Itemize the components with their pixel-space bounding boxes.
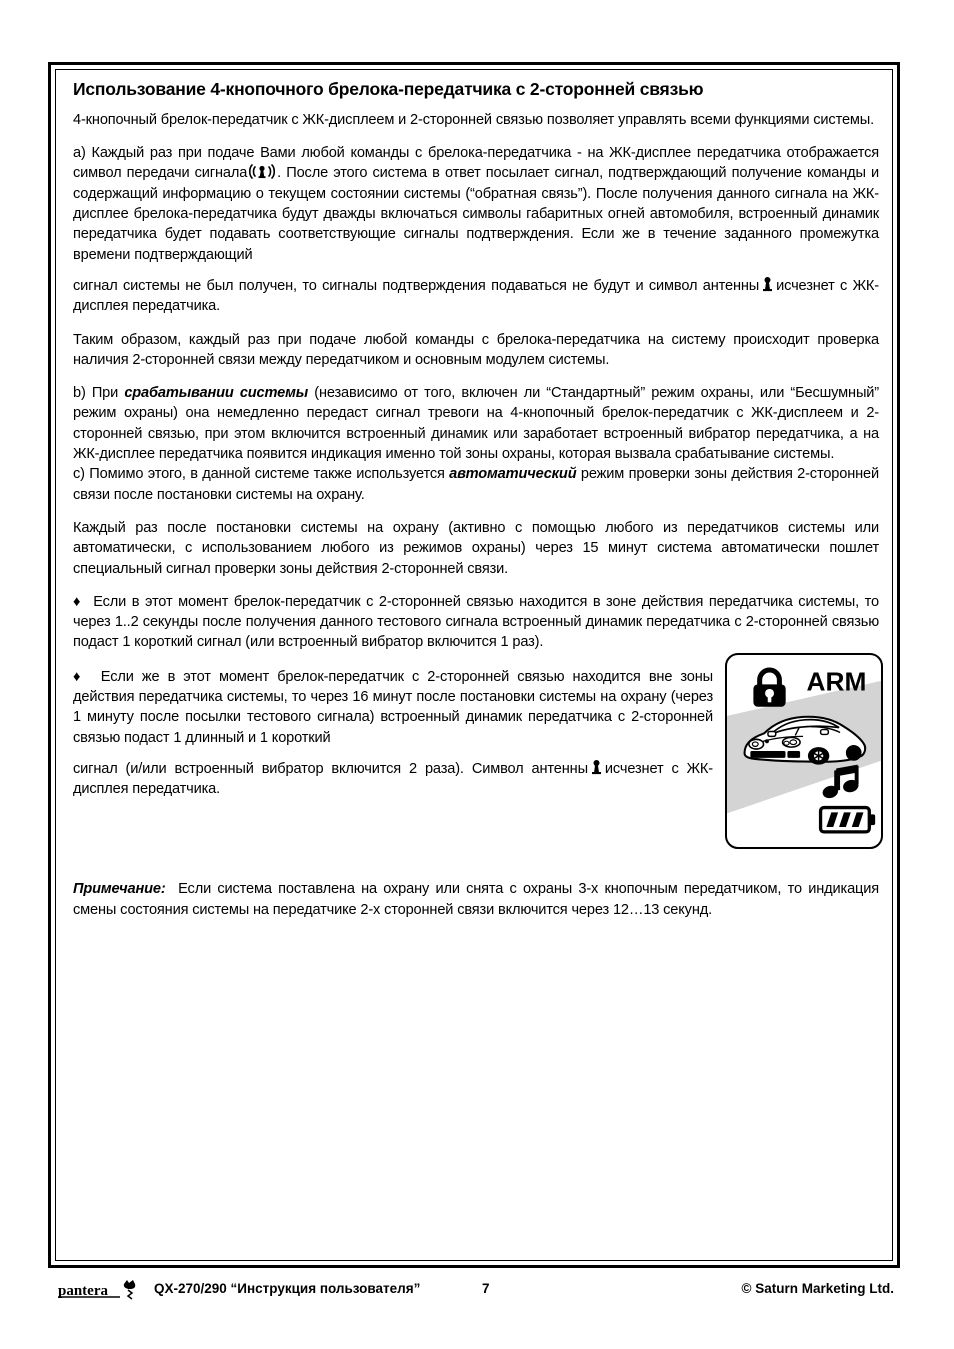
pantera-logo	[58, 1279, 150, 1301]
paragraph-a-line2	[73, 276, 879, 317]
paragraph-intro: 4-кнопочный брелок-передатчик с ЖК-дисплеем и 2-сторонней связью позволяет управлять всеми функциями системы.	[73, 111, 875, 128]
paragraph-b-lead: b) При	[73, 385, 119, 402]
bullet-item-1	[73, 592, 879, 653]
antenna-icon	[761, 276, 774, 293]
paragraph-a-text-1: a) Каждый раз при подаче Вами любой команды с брелока-передатчика - на ЖК-дисплее передатчика отображается символ передачи сигнала	[73, 145, 879, 182]
bullet-marker: ♦	[73, 593, 82, 610]
lcd-display-figure	[725, 653, 883, 849]
bullet-2-text: Если же в этот момент брелок-передатчик с 2-сторонней связью находится вне зоны действия передатчика системы, то через 16 минут после постановки системы на охрану (через 1 минуту после посылки тестового сигнала) встроенный динамик передатчика с 2-сторонней связью подаст 1 длинный и 1 короткий	[73, 668, 714, 746]
svg-text:ARM: ARM	[806, 666, 867, 697]
footer-copyright: © Saturn Marketing Ltd.	[741, 1281, 894, 1296]
paragraph-each-time: Каждый раз после постановки системы на охрану (активно с помощью любого из передатчиков системы или автоматически, с использованием любого из режимов охраны) через 15 минут система автоматически пошлет специальный сигнал проверки зоны действия 2-сторонней связи.	[73, 519, 879, 577]
paragraph-c-lead: c) Помимо этого, в данной системе также используется	[73, 466, 445, 483]
page-footer	[48, 1278, 900, 1304]
paragraph-thus: Таким образом, каждый раз при подаче любой команды с брелока-передатчика на систему происходит проверка наличия 2-сторонней связи между передатчиком и основным модулем системы.	[73, 331, 879, 368]
bullet-2-text-end: исчезнет с ЖК-дисплея передатчика.	[73, 760, 713, 798]
paragraph-a-text-3: сигнал системы не был получен, то сигналы подтверждения подаваться не будут и символ антенны	[73, 277, 760, 294]
paragraph-c-emphasis: автоматический	[449, 466, 577, 483]
bullet-item-2	[73, 667, 713, 748]
page-border-frame	[48, 62, 900, 1268]
pantera-logo-text: pantera	[58, 1283, 108, 1299]
lcd-display-content	[727, 655, 881, 847]
bullet-1-text: Если в этот момент брелок-передатчик с 2-сторонней связью находится в зоне действия передатчика системы, то через 1..2 секунды после получения данного тестового сигнала встроенный динамик передатчика с 2-сторонней связью подаст 1 короткий сигнал (или встроенный вибратор включится 1 раз).	[73, 593, 879, 651]
paragraph-b-emphasis: срабатывании системы	[124, 385, 309, 402]
note-text: Если система поставлена на охрану или снята с охраны 3-х кнопочным передатчиком, то индикация смены состояния системы на передатчике 2-х сторонней связи включится через 12…13 секунд.	[73, 881, 880, 918]
paragraph-b-rest: (независимо от того, включен ли “Стандартный” режим охраны, или “Бесшумный” режим охраны) она немедленно передаст сигнал тревоги на 4-кнопочный брелок-передатчик с ЖК-дисплеем и 2-сторонней связью, при этом включится встроенный динамик или заработает встроенный вибратор передатчика, а на ЖК-дисплее передатчика появится индикация именно той зоны охраны, которая вызвала срабатывание системы.	[73, 385, 880, 463]
paragraph-c-rest: режим проверки зоны действия 2-сторонней связи после постановки системы на охрану.	[73, 466, 880, 503]
paragraph-b	[73, 383, 879, 464]
note-paragraph	[73, 879, 879, 920]
note-label: Примечание:	[73, 881, 166, 898]
antenna-icon	[590, 759, 603, 776]
paragraph-a-text-2: . После этого система в ответ посылает сигнал, подтверждающий получение команды и содержащий информацию о текущем состоянии системы (“обратная связь”). После получения данного сигнала на ЖК-дисплее брелока-передатчика будут дважды включаться символы габаритных огней автомобиля, встроенный динамик передатчика будет подавать соответствующие сигналы подтверждения. Если же в течение заданного промежутка времени подтверждающий	[73, 165, 879, 263]
battery-full-icon	[821, 808, 876, 832]
paragraph-a-line1	[73, 143, 879, 265]
transmit-signal-icon	[248, 163, 276, 180]
bullet-2-text-cont: сигнал (и/или встроенный вибратор включится 2 раза). Символ антенны	[73, 760, 588, 777]
page-title: Использование 4-кнопочного брелока-передатчика с 2-сторонней связью	[73, 79, 704, 99]
footer-document-reference: QX-270/290 “Инструкция пользователя”	[154, 1281, 421, 1296]
paragraph-c	[73, 464, 879, 505]
bullet-item-2-cont	[73, 759, 713, 800]
paragraph-a-text-4: исчезнет с ЖК-дисплея передатчика.	[73, 277, 879, 315]
footer-page-number: 7	[482, 1281, 490, 1296]
bullet-marker: ♦	[73, 668, 85, 685]
